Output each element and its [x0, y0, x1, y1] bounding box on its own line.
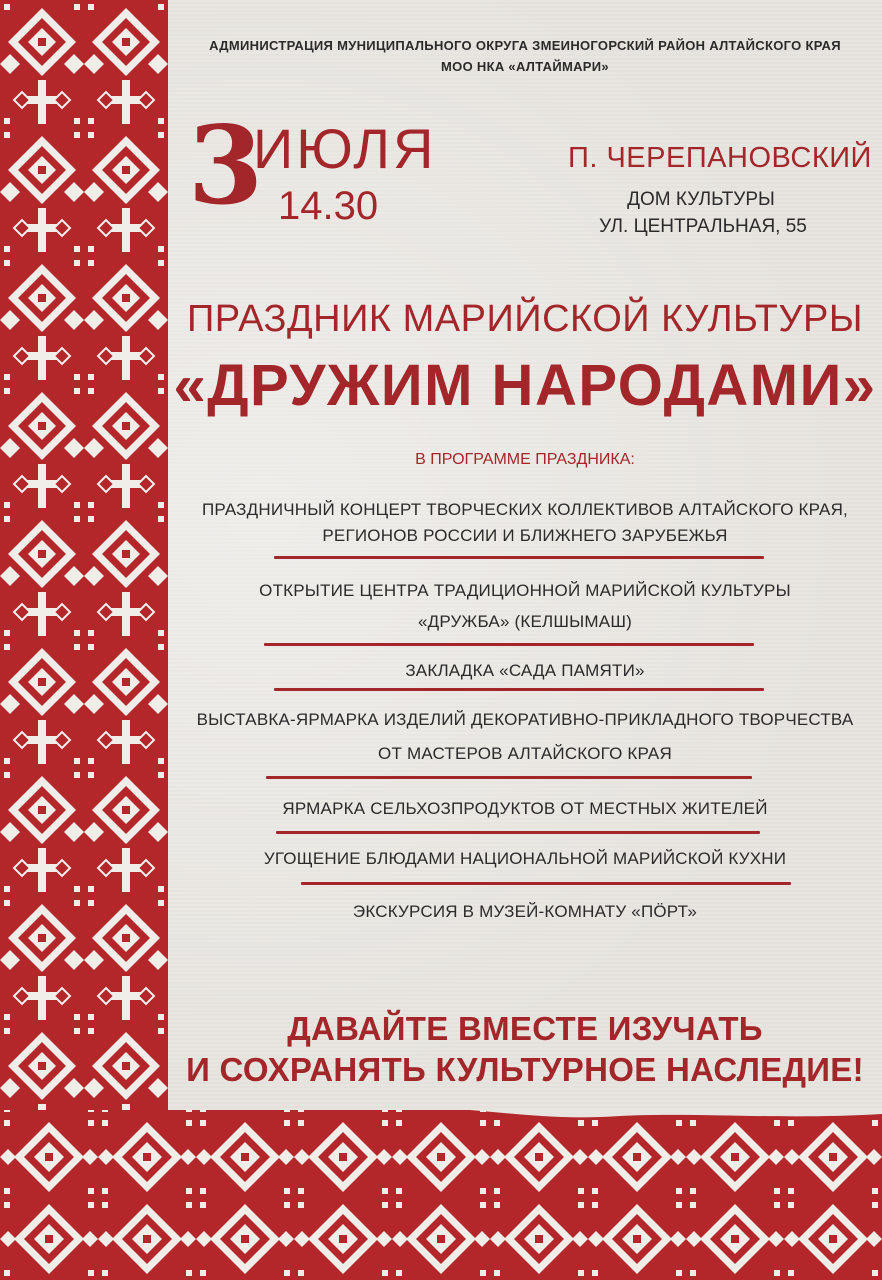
event-subtitle: «ДРУЖИМ НАРОДАМИ» — [173, 353, 877, 418]
poster-content — [168, 0, 882, 1110]
ornament-pattern-left — [0, 0, 168, 1280]
divider — [276, 831, 760, 834]
divider — [264, 643, 754, 646]
event-title: ПРАЗДНИК МАРИЙСКОЙ КУЛЬТУРЫ — [186, 298, 864, 340]
ornament-pattern-bottom — [0, 1110, 882, 1280]
divider — [274, 556, 764, 559]
divider — [301, 882, 791, 885]
program-item-line: ЯРМАРКА СЕЛЬХОЗПРОДУКТОВ ОТ МЕСТНЫХ ЖИТЕЛЕЙ — [282, 799, 768, 818]
program-item-line: ПРАЗДНИЧНЫЙ КОНЦЕРТ ТВОРЧЕСКИХ КОЛЛЕКТИВОВ АЛТАЙСКОГО КРАЯ, — [202, 500, 848, 519]
program-item-line: «ДРУЖБА» (КЕЛШЫМАШ) — [418, 612, 632, 631]
slogan-line: И СОХРАНЯТЬ КУЛЬТУРНОЕ НАСЛЕДИЕ! — [186, 1051, 864, 1088]
divider — [266, 776, 752, 779]
divider — [274, 688, 764, 691]
co-organizer-line: МОО НКА «АЛТАЙМАРИ» — [441, 59, 609, 74]
venue-address: УЛ. ЦЕНТРАЛЬНАЯ, 55 — [599, 216, 807, 237]
bottom-ornament-border — [0, 1110, 882, 1280]
event-time: 14.30 — [278, 184, 379, 228]
event-place: П. ЧЕРЕПАНОВСКИЙ — [568, 142, 872, 174]
organizer-line: АДМИНИСТРАЦИЯ МУНИЦИПАЛЬНОГО ОКРУГА ЗМЕИНОГОРСКИЙ РАЙОН АЛТАЙСКОГО КРАЯ — [209, 38, 841, 53]
program-item-line: ВЫСТАВКА-ЯРМАРКА ИЗДЕЛИЙ ДЕКОРАТИВНО-ПРИКЛАДНОГО ТВОРЧЕСТВА — [196, 710, 854, 729]
event-day: 3 — [188, 103, 262, 229]
event-month: ИЮЛЯ — [253, 117, 437, 180]
slogan-line: ДАВАЙТЕ ВМЕСТЕ ИЗУЧАТЬ — [287, 1010, 763, 1047]
left-ornament-border — [0, 0, 168, 1280]
program-item-line: ЭКСКУРСИЯ В МУЗЕЙ-КОМНАТУ «ПӦРТ» — [352, 902, 698, 921]
program-item-line: УГОЩЕНИЕ БЛЮДАМИ НАЦИОНАЛЬНОЙ МАРИЙСКОЙ КУХНИ — [263, 849, 787, 868]
program-item-line: РЕГИОНОВ РОССИИ И БЛИЖНЕГО ЗАРУБЕЖЬЯ — [322, 526, 728, 545]
program-heading: В ПРОГРАММЕ ПРАЗДНИКА: — [415, 451, 635, 468]
venue-name: ДОМ КУЛЬТУРЫ — [627, 189, 775, 210]
program-item-line: ОТКРЫТИЕ ЦЕНТРА ТРАДИЦИОННОЙ МАРИЙСКОЙ КУЛЬТУРЫ — [259, 581, 791, 600]
program-item-line: ЗАКЛАДКА «САДА ПАМЯТИ» — [405, 661, 645, 680]
program-item-line: ОТ МАСТЕРОВ АЛТАЙСКОГО КРАЯ — [378, 744, 672, 763]
